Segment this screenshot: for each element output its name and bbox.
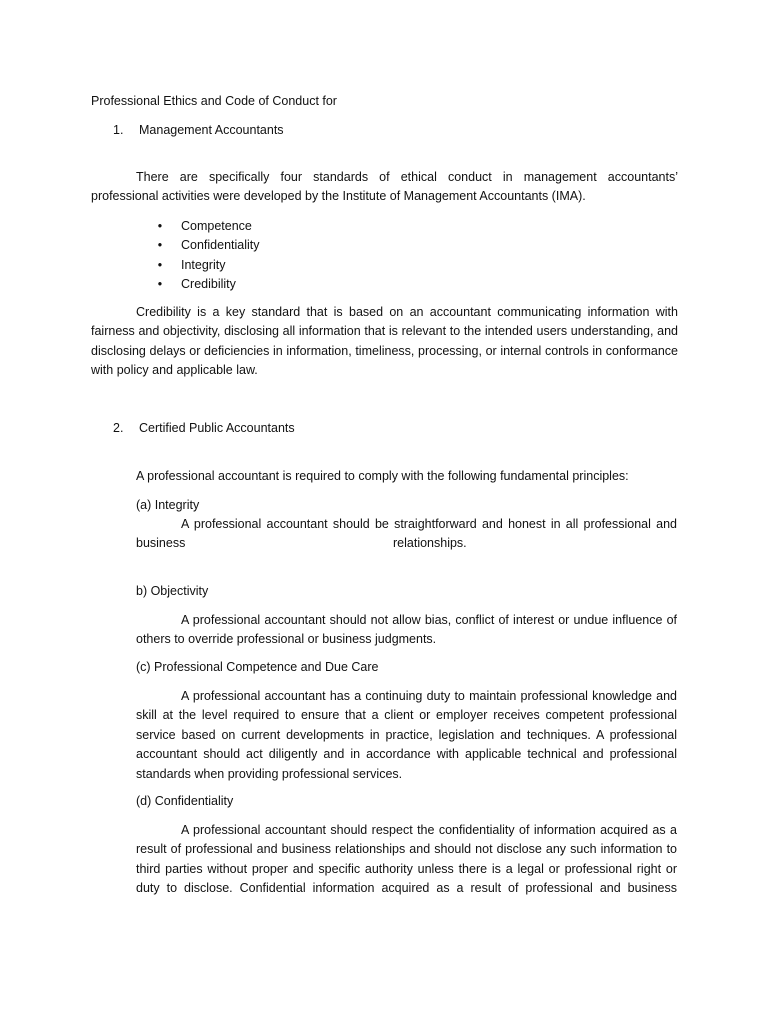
section-2-title: Certified Public Accountants [139, 421, 295, 435]
list-item: • Competence [155, 217, 260, 236]
principle-a-line-2: business relationships. [136, 536, 467, 550]
bullet-icon: • [157, 277, 163, 292]
principle-d-heading: (d) Confidentiality [136, 794, 234, 808]
section-1-intro-line-1: There are specifically four standards of ethical conduct in management accountants’ [136, 170, 678, 184]
principle-b-heading: b) Objectivity [136, 584, 209, 598]
principle-d-paragraph: A professional accountant should respect the confidentiality of information acquired as a result of professional and business relationships and should not disclose any such information to third parties without proper and specific authority unless there is a legal or professional right or duty to disclose. Confidential information acquired as a result of professional and business [136, 823, 677, 896]
principle-c-heading: (c) Professional Competence and Due Care [136, 660, 379, 674]
list-item: • Confidentiality [155, 236, 260, 255]
section-2-heading [113, 419, 295, 438]
section-2-intro: A professional accountant is required to comply with the following fundamental principles: [136, 469, 629, 483]
bullet-icon: • [157, 257, 163, 272]
section-1-number: 1. [113, 123, 124, 137]
principle-a-heading: (a) Integrity [136, 498, 200, 512]
bullet-icon: • [157, 238, 163, 253]
principle-b-paragraph: A professional accountant should not allow bias, conflict of interest or undue influence of others to override professional or business judgments. [136, 613, 677, 647]
document-title: Professional Ethics and Code of Conduct for [91, 94, 337, 108]
bullet-icon: • [157, 219, 163, 233]
section-1-title: Management Accountants [139, 123, 284, 137]
standards-list [155, 217, 260, 295]
section-2-number: 2. [113, 421, 124, 435]
section-1-intro-line-2: professional activities were developed by the Institute of Management Accountants (IMA). [91, 189, 586, 203]
section-1-heading [113, 121, 284, 140]
principle-a-line-1: A professional accountant should be straightforward and honest in all professional and [181, 517, 677, 531]
principle-c-paragraph: A professional accountant has a continuing duty to maintain professional knowledge and skill at the level required to ensure that a client or employer receives competent professional service based on current developments in practice, legislation and techniques. A professional accountant should act diligently and in accordance with applicable technical and professional standards when providing professional services. [136, 689, 677, 781]
list-item: • Integrity [155, 256, 260, 275]
credibility-paragraph: Credibility is a key standard that is based on an accountant communicating information with fairness and objectivity, disclosing all information that is relevant to the intended users understanding, and disclosing delays or deficiencies in information, timeliness, processing, or internal controls in conformance with policy and applicable law. [91, 305, 678, 378]
list-item: • Credibility [155, 275, 260, 294]
